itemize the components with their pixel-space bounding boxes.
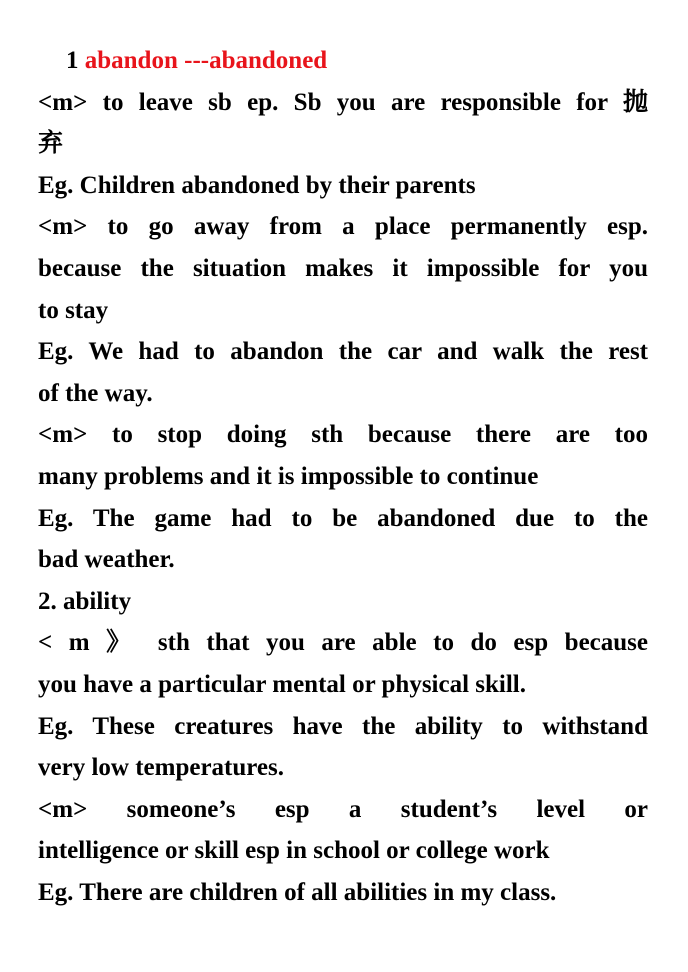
entry-1-sense-2-line-3: to stay xyxy=(38,296,109,324)
entry-1-sense-2-line-2: because the situation makes it impossible for you xyxy=(38,254,648,282)
entry-1-word: abandon ---abandoned xyxy=(84,47,328,74)
entry-1-sense-3-line-2: many problems and it is impossible to continue xyxy=(38,462,539,490)
entry-2-example-2: Eg. There are children of all abilities in my class. xyxy=(38,878,557,906)
document-page xyxy=(38,40,648,913)
entry-1-heading xyxy=(38,40,648,82)
entry-1-example-2-line-1: Eg. We had to abandon the car and walk the rest xyxy=(38,338,648,366)
entry-1-example-3-line-2: bad weather. xyxy=(38,546,175,574)
entry-2-sense-2-line-1: <m> someone’s esp a student’s level or xyxy=(38,795,648,823)
entry-2-example-1-line-2: very low temperatures. xyxy=(38,754,284,782)
entry-1-example-3-line-1: Eg. The game had to be abandoned due to the xyxy=(38,504,648,532)
entry-1-sense-2-line-1: <m> to go away from a place permanently esp. xyxy=(38,213,648,241)
entry-2-sense-1-line-2: you have a particular mental or physical skill. xyxy=(38,670,527,698)
entry-2-sense-1-line-1: < m 》 sth that you are able to do esp because xyxy=(38,629,648,657)
entry-1-sense-3-line-1: <m> to stop doing sth because there are too xyxy=(38,421,648,449)
entry-2-heading: 2. ability xyxy=(38,587,132,615)
entry-1-example-2-line-2: of the way. xyxy=(38,379,153,407)
entry-1-sense-1-line-1: <m> to leave sb ep. Sb you are responsible for 抛 xyxy=(38,88,648,116)
entry-1-sense-1-line-2: 弃 xyxy=(38,130,64,158)
entry-1-example-1: Eg. Children abandoned by their parents xyxy=(38,171,476,199)
entry-1-number: 1 xyxy=(66,47,79,74)
entry-2-sense-2-line-2: intelligence or skill esp in school or college work xyxy=(38,837,550,865)
entry-2-example-1-line-1: Eg. These creatures have the ability to withstand xyxy=(38,712,648,740)
